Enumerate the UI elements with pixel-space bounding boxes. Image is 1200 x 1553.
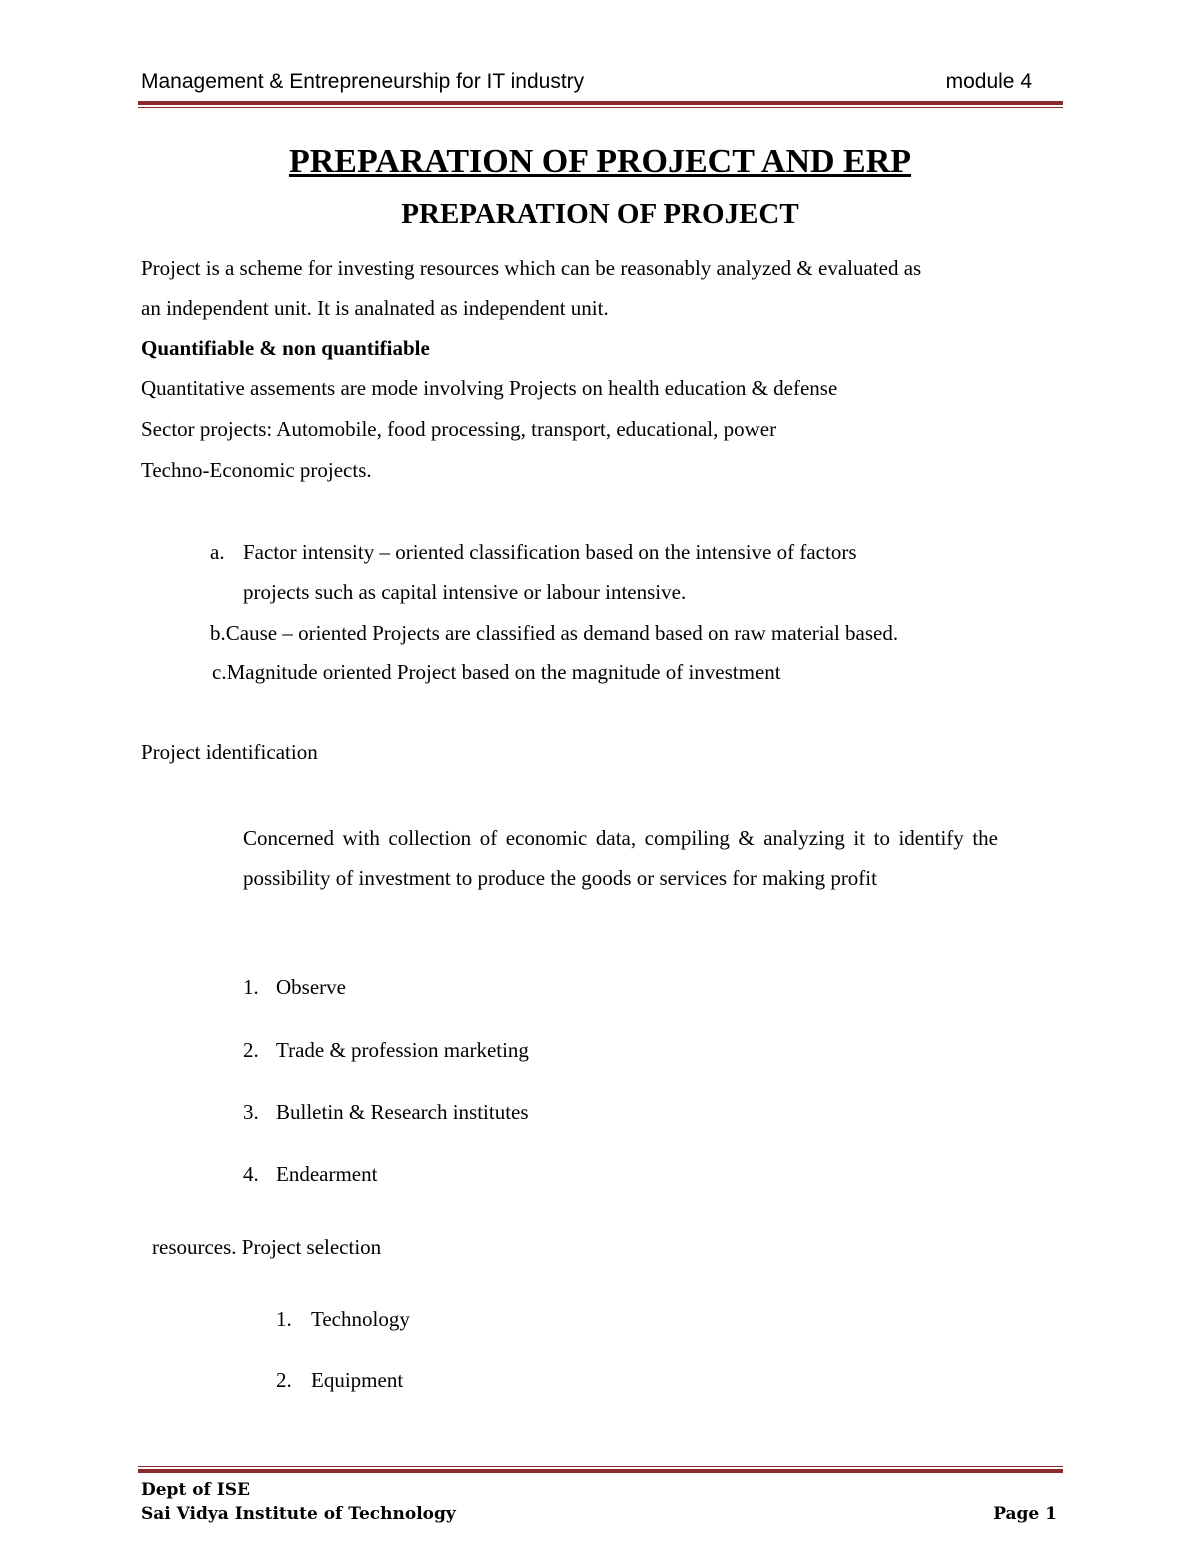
identification-item-2: Trade & profession marketing <box>276 1038 529 1062</box>
header-title: Management & Entrepreneurship for IT industry <box>141 70 585 93</box>
identification-item-4: Endearment <box>276 1162 378 1186</box>
identification-item-3-num: 3. <box>243 1100 259 1124</box>
page-title: PREPARATION OF PROJECT AND ERP <box>288 143 912 180</box>
header-module: module 4 <box>945 70 1032 93</box>
footer-rule <box>138 1469 1063 1473</box>
identification-item-1-num: 1. <box>243 975 259 999</box>
selection-item-1: Technology <box>311 1307 410 1331</box>
classification-a-line-1: Factor intensity – oriented classification based on the intensive of factors <box>243 540 857 564</box>
intro-line-1: Project is a scheme for investing resources which can be reasonably analyzed & evaluated as <box>141 256 922 280</box>
classification-b: b.Cause – oriented Projects are classified as demand based on raw material based. <box>210 621 899 645</box>
classification-c: c.Magnitude oriented Project based on the magnitude of investment <box>212 660 781 684</box>
selection-item-2: Equipment <box>311 1368 404 1392</box>
quant-line-3: Techno-Economic projects. <box>141 458 372 482</box>
project-identification-paragraph: Concerned with collection of economic data, compiling & analyzing it to identify the possibility of investment to produce the goods or services for making profit <box>243 826 998 890</box>
quantifiable-heading: Quantifiable & non quantifiable <box>141 336 430 360</box>
footer-rule-thin <box>138 1466 1063 1467</box>
selection-item-1-num: 1. <box>276 1307 292 1331</box>
identification-item-4-num: 4. <box>243 1162 259 1186</box>
selection-item-2-num: 2. <box>276 1368 292 1392</box>
intro-line-2: an independent unit. It is analnated as independent unit. <box>141 296 609 320</box>
identification-item-1: Observe <box>276 975 346 999</box>
identification-item-2-num: 2. <box>243 1038 259 1062</box>
identification-item-3: Bulletin & Research institutes <box>276 1100 529 1124</box>
section-title: PREPARATION OF PROJECT <box>401 198 799 230</box>
footer-dept: Dept of ISE <box>141 1480 250 1500</box>
header-rule-thin <box>138 107 1063 108</box>
quant-line-1: Quantitative assements are mode involving Projects on health education & defense <box>141 376 838 400</box>
footer-page-number: Page 1 <box>993 1504 1057 1524</box>
quant-line-2: Sector projects: Automobile, food processing, transport, educational, power <box>141 417 777 441</box>
project-selection-heading: resources. Project selection <box>152 1235 382 1259</box>
list-marker-a: a. <box>210 540 225 564</box>
footer-institute: Sai Vidya Institute of Technology <box>141 1504 456 1524</box>
header-rule <box>138 101 1063 105</box>
project-identification-heading: Project identification <box>141 740 318 764</box>
classification-a-line-2: projects such as capital intensive or labour intensive. <box>243 580 687 604</box>
